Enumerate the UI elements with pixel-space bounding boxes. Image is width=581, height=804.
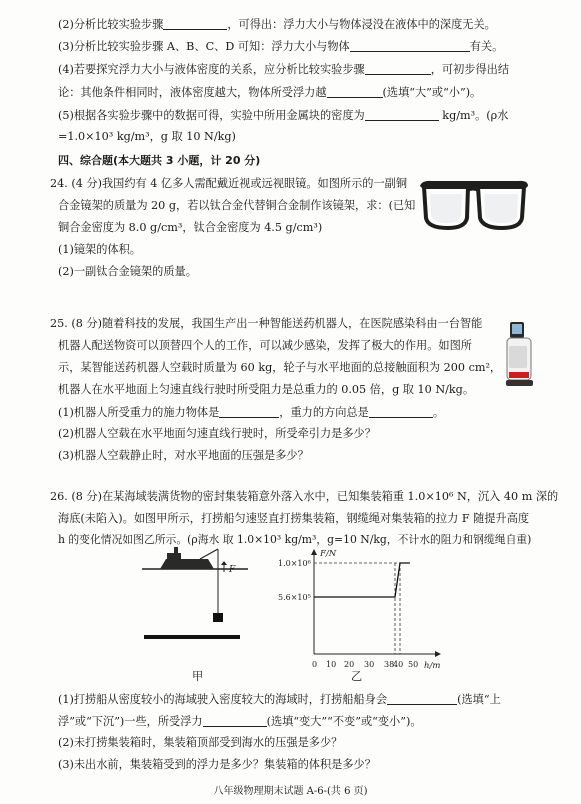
x-tick-0: 0 (312, 660, 318, 669)
graph-y-high-label: 1.0×10⁶ (278, 559, 311, 568)
graph-x-axis-label: h/m (424, 661, 441, 671)
q24-line-3: 铜合金密度为 8.0 g/cm³，钛合金密度为 4.5 g/cm³) (58, 221, 323, 234)
x-tick-38: 38 (384, 660, 395, 669)
q26-line-5: 浮”或“下沉”)一些，所受浮力 (选填“变大”“不变”或“变小”)。 (58, 715, 422, 728)
q24-line-1: 24. (4 分)我国约有 4 亿多人需配戴近视或远视眼镜。如图所示的一副铜 (50, 177, 408, 190)
q26-line-3: h 的变化情况如图乙所示。(ρ海水 取 1.0×10³ kg/m³，g=10 N/kg，不计水的阻力和钢缆绳自重) (58, 533, 532, 546)
q26-line-1: 26. (8 分)在某海域装满货物的密封集装箱意外落入水中，已知集装箱重 1.0×10⁶ N，沉入 40 m 深的 (50, 490, 559, 503)
q-prev-line-5a: (5)根据各实验步骤中的数据可得，实验中所用金属块的密度为 kg/m³。(ρ水 (58, 109, 509, 122)
q24-line-5: (2)一副钛合金镜架的质量。 (58, 265, 197, 278)
q25-line-1: 25. (8 分)随着科技的发展，我国生产出一种智能送药机器人，在医院感染科由一台智能 (50, 317, 483, 330)
x-tick-20: 20 (344, 660, 355, 669)
q26-line-7: (3)未出水前，集装箱受到的浮力是多少？集装箱的体积是多少？ (58, 758, 376, 771)
q25-line-4: 机器人在水平地面上匀速直线行驶时所受阻力是总重力的 0.05 倍，g 取 10 N/kg。 (58, 383, 475, 396)
q-prev-line-2: (2)分析比较实验步骤 ，可得出：浮力大小与物体浸没在液体中的深度无关。 (58, 18, 496, 31)
robot-figure (504, 320, 536, 390)
q24-line-2: 合金镜架的质量为 20 g，若以钛合金代替铜合金制作该镜架，求：(已知 (58, 199, 416, 212)
force-label: F (229, 565, 236, 575)
page-footer: 八年级物理期末试题 A-6-(共 6 页) (213, 786, 368, 797)
x-tick-10: 10 (326, 660, 337, 669)
q-prev-line-4a: (4)若要探究浮力大小与液体密度的关系，应分析比较实验步骤 ，可初步得出结 (58, 63, 510, 76)
graph-y-low-label: 5.6×10⁵ (278, 593, 311, 602)
x-tick-40: 40 (393, 660, 404, 669)
x-tick-50: 50 (408, 660, 419, 669)
q-prev-line-3: (3)分析比较实验步骤 A、B、C、D 可知：浮力大小与物体 有关。 (58, 40, 504, 53)
q25-line-5: (1)机器人所受重力的施力物体是 ，重力的方向总是 。 (58, 406, 445, 419)
x-tick-30: 30 (364, 660, 375, 669)
graph-y-axis-label: F/N (320, 549, 337, 559)
q25-line-7: (3)机器人空载静止时，对水平地面的压强是多少？ (58, 449, 309, 462)
figure-jia-label: 甲 (192, 670, 204, 683)
q-prev-line-4b: 论：其他条件相同时，液体密度越大，物体所受浮力越 (选填“大”或“小”)。 (58, 86, 482, 99)
salvage-ship-figure (140, 545, 250, 657)
section-heading: 四、综合题(本大题共 3 小题，计 20 分) (58, 154, 261, 167)
figure-yi-label: 乙 (351, 670, 363, 683)
q-prev-line-5b: =1.0×10³ kg/m³，g 取 10 N/kg) (58, 130, 236, 143)
glasses-figure (418, 178, 530, 238)
q26-line-2: 海底(未陷入)。如图甲所示，打捞船匀速竖直打捞集装箱，钢缆绳对集装箱的拉力 F 随提升高度 (58, 512, 530, 525)
q25-line-2: 机器人配送物资可以顶替四个人的工作，可以减少感染，发挥了极大的作用。如图所 (58, 339, 472, 352)
q25-line-3: 示，某智能送药机器人空载时质量为 60 kg，轮子与水平地面的总接触面积为 200 cm²， (58, 361, 502, 374)
q26-line-6: (2)未打捞集装箱时，集装箱顶部受到海水的压强是多少？ (58, 736, 343, 749)
q25-line-6: (2)机器人空载在水平地面匀速直线行驶时，所受牵引力是多少？ (58, 427, 376, 440)
q26-line-4: (1)打捞船从密度较小的海域驶入密度较大的海域时，打捞船船身会 (选填“上 (58, 693, 501, 706)
force-height-graph (276, 546, 446, 676)
q24-line-4: (1)镜架的体积。 (58, 243, 141, 256)
